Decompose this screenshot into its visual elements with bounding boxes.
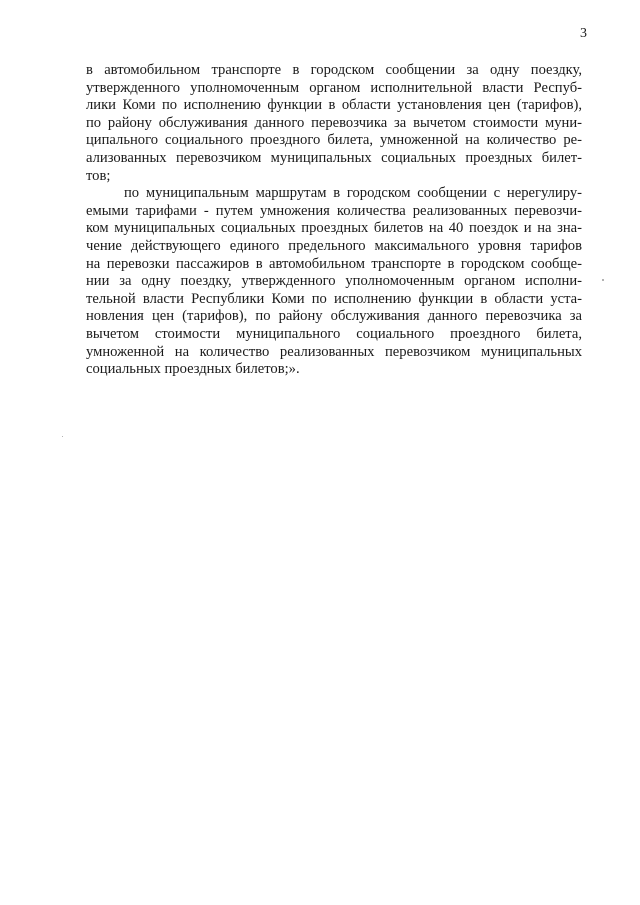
text-line: новления цен (тарифов), по району обслуживания данного перевозчика за <box>86 308 582 325</box>
text-line: социальных проездных билетов;». <box>86 361 300 378</box>
text-line: тов; <box>86 167 111 184</box>
document-body <box>86 62 582 379</box>
scan-speck <box>62 436 63 437</box>
text-line: ципального социального проездного билета, умноженной на количество ре- <box>86 132 582 149</box>
text-line: по району обслуживания данного перевозчика за вычетом стоимости муни- <box>86 114 582 131</box>
text-line: ализованных перевозчиком муниципальных социальных проездных билет- <box>86 149 582 166</box>
paragraph-municipal-routes <box>86 185 582 379</box>
page-number: 3 <box>580 26 587 41</box>
text-line: лики Коми по исполнению функции в области установления цен (тарифов), <box>86 97 582 114</box>
text-line: чение действующего единого предельного максимального уровня тарифов <box>86 237 582 254</box>
text-line: умноженной на количество реализованных перевозчиком муниципальных <box>86 343 582 360</box>
text-line: тельной власти Республики Коми по исполнению функции в области уста- <box>86 290 582 307</box>
text-line: на перевозки пассажиров в автомобильном транспорте в городском сообще- <box>86 255 582 272</box>
scan-speck <box>602 279 604 281</box>
text-line: в автомобильном транспорте в городском сообщении за одну поездку, <box>86 62 582 78</box>
paragraph-continuation <box>86 62 582 185</box>
text-line: емыми тарифами - путем умножения количества реализованных перевозчи- <box>86 202 582 219</box>
text-line: по муниципальным маршрутам в городском сообщении с нерегулиру- <box>124 185 582 202</box>
text-line: утвержденного уполномоченным органом исполнительной власти Респуб- <box>86 79 582 96</box>
text-line: нии за одну поездку, утвержденного уполномоченным органом исполни- <box>86 273 582 290</box>
text-line: вычетом стоимости муниципального социального проездного билета, <box>86 325 582 342</box>
text-line: ком муниципальных социальных проездных билетов на 40 поездок и на зна- <box>86 220 582 237</box>
